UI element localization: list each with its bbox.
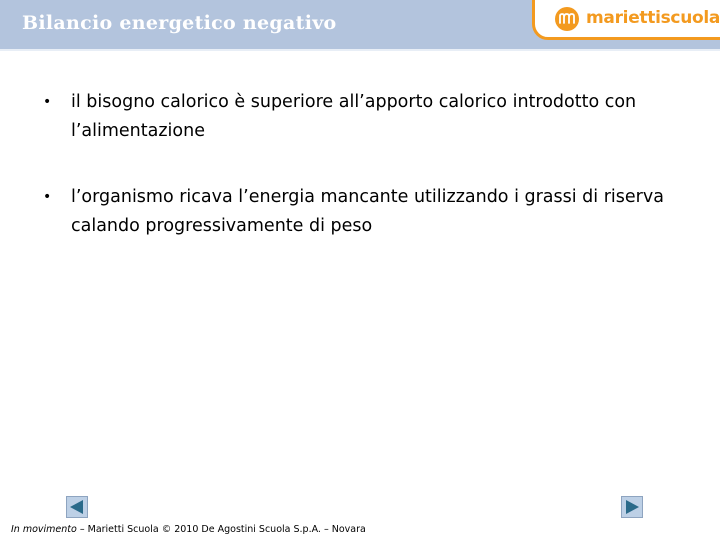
bullet-marker: • <box>43 94 52 110</box>
footer-credits <box>11 524 366 535</box>
marietti-logo-icon <box>554 6 580 32</box>
brand-name: mariettiscuola <box>586 8 720 28</box>
triangle-left-icon <box>67 497 87 517</box>
slide-title: Bilancio energetico negativo <box>22 12 337 34</box>
bullet-marker: • <box>43 189 52 205</box>
bullet-list <box>40 88 690 241</box>
next-slide-button[interactable] <box>621 496 643 518</box>
bullet-item <box>40 183 690 241</box>
bullet-text: l’organismo ricava l’energia mancante utilizzando i grassi di riserva calando progressivamente di peso <box>71 187 664 236</box>
bullet-item <box>40 88 690 146</box>
footer-copyright: – Marietti Scuola © 2010 De Agostini Scuola S.p.A. – Novara <box>76 524 366 535</box>
triangle-right-icon <box>622 497 642 517</box>
header-divider <box>0 49 720 51</box>
previous-slide-button[interactable] <box>66 496 88 518</box>
footer-book-title: In movimento <box>11 524 77 535</box>
bullet-text: il bisogno calorico è superiore all’apporto calorico introdotto con l’alimentazione <box>71 92 637 141</box>
